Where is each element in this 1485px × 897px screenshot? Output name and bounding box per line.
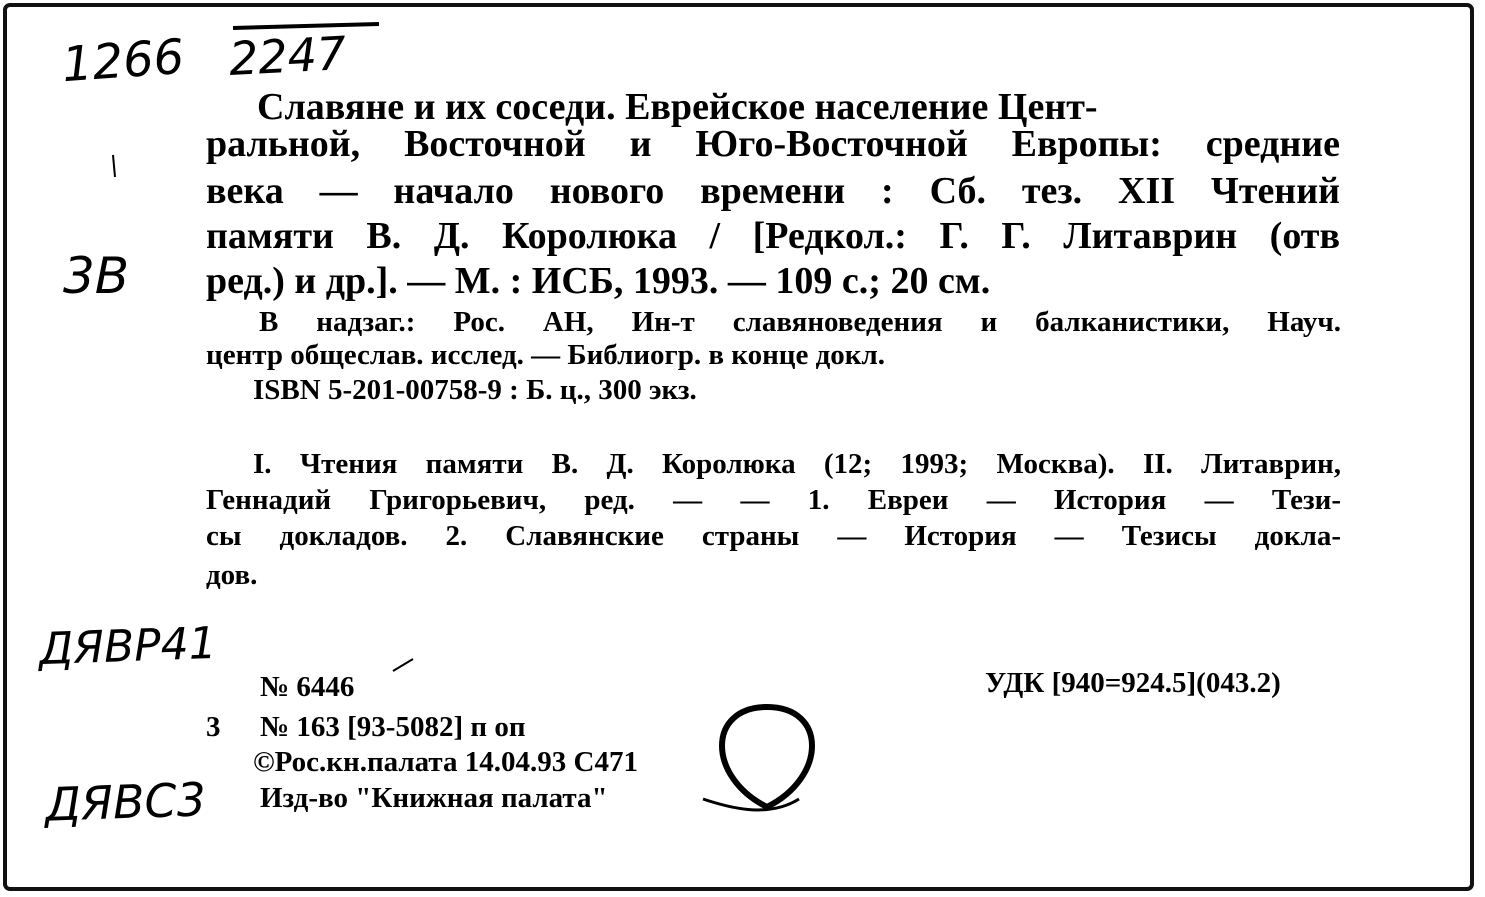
digit-3: 3 (206, 711, 221, 743)
title-line-2: ральной, Восточной и Юго-Восточной Европы: средние (206, 123, 1340, 165)
catalog-card (3, 3, 1474, 891)
publisher-line: Изд-во "Книжная палата" (260, 782, 608, 814)
handwritten-mark-3b: 3B (63, 247, 130, 305)
title-line-5: ред.) и др.]. — М. : ИСБ, 1993. — 109 с.; 20 см. (206, 260, 991, 302)
tracing-line-4: дов. (206, 559, 258, 591)
tracing-line-3: сы докладов. 2. Славянские страны — История — Тезисы докла- (206, 520, 1341, 552)
handwritten-number: 1266 (60, 28, 186, 94)
record-number-1: № 6446 (260, 671, 355, 703)
record-number-2: № 163 [93-5082] п оп (260, 711, 526, 743)
title-line-1: Славяне и их соседи. Еврейское население Цент- (257, 86, 1098, 128)
note-line-1: В надзаг.: Рос. АН, Ин-т славяноведения и балканистики, Науч. (259, 306, 1341, 338)
book-chamber-line: ©Рос.кн.палата 14.04.93 С471 (253, 746, 638, 778)
note-line-2: центр общеслав. исслед. — Библиогр. в конце докл. (206, 339, 886, 371)
hand-drawn-oval (722, 707, 812, 807)
title-line-4: памяти В. Д. Королюка / [Редкол.: Г. Г. Литаврин (отв (206, 215, 1340, 257)
tracing-line-2: Геннадий Григорьевич, ред. — — 1. Евреи — История — Тези- (206, 484, 1341, 516)
handwritten-code-2: ДЯВС3 (44, 772, 207, 832)
tracing-line-1: I. Чтения памяти В. Д. Королюка (12; 1993; Москва). II. Литаврин, (253, 448, 1341, 480)
tick-mark (393, 659, 413, 671)
side-stroke (113, 155, 115, 177)
handwritten-number-2: 2247 (227, 25, 348, 87)
handwritten-code-1: ДЯВР41 (38, 617, 218, 676)
overline-stroke (233, 24, 379, 28)
udc-classification: УДК [940=924.5](043.2) (985, 667, 1281, 699)
pen-marks (7, 7, 1474, 891)
isbn-line: ISBN 5-201-00758-9 : Б. ц., 300 экз. (253, 374, 697, 406)
title-line-3: века — начало нового времени : Сб. тез. XII Чтений (206, 170, 1340, 212)
